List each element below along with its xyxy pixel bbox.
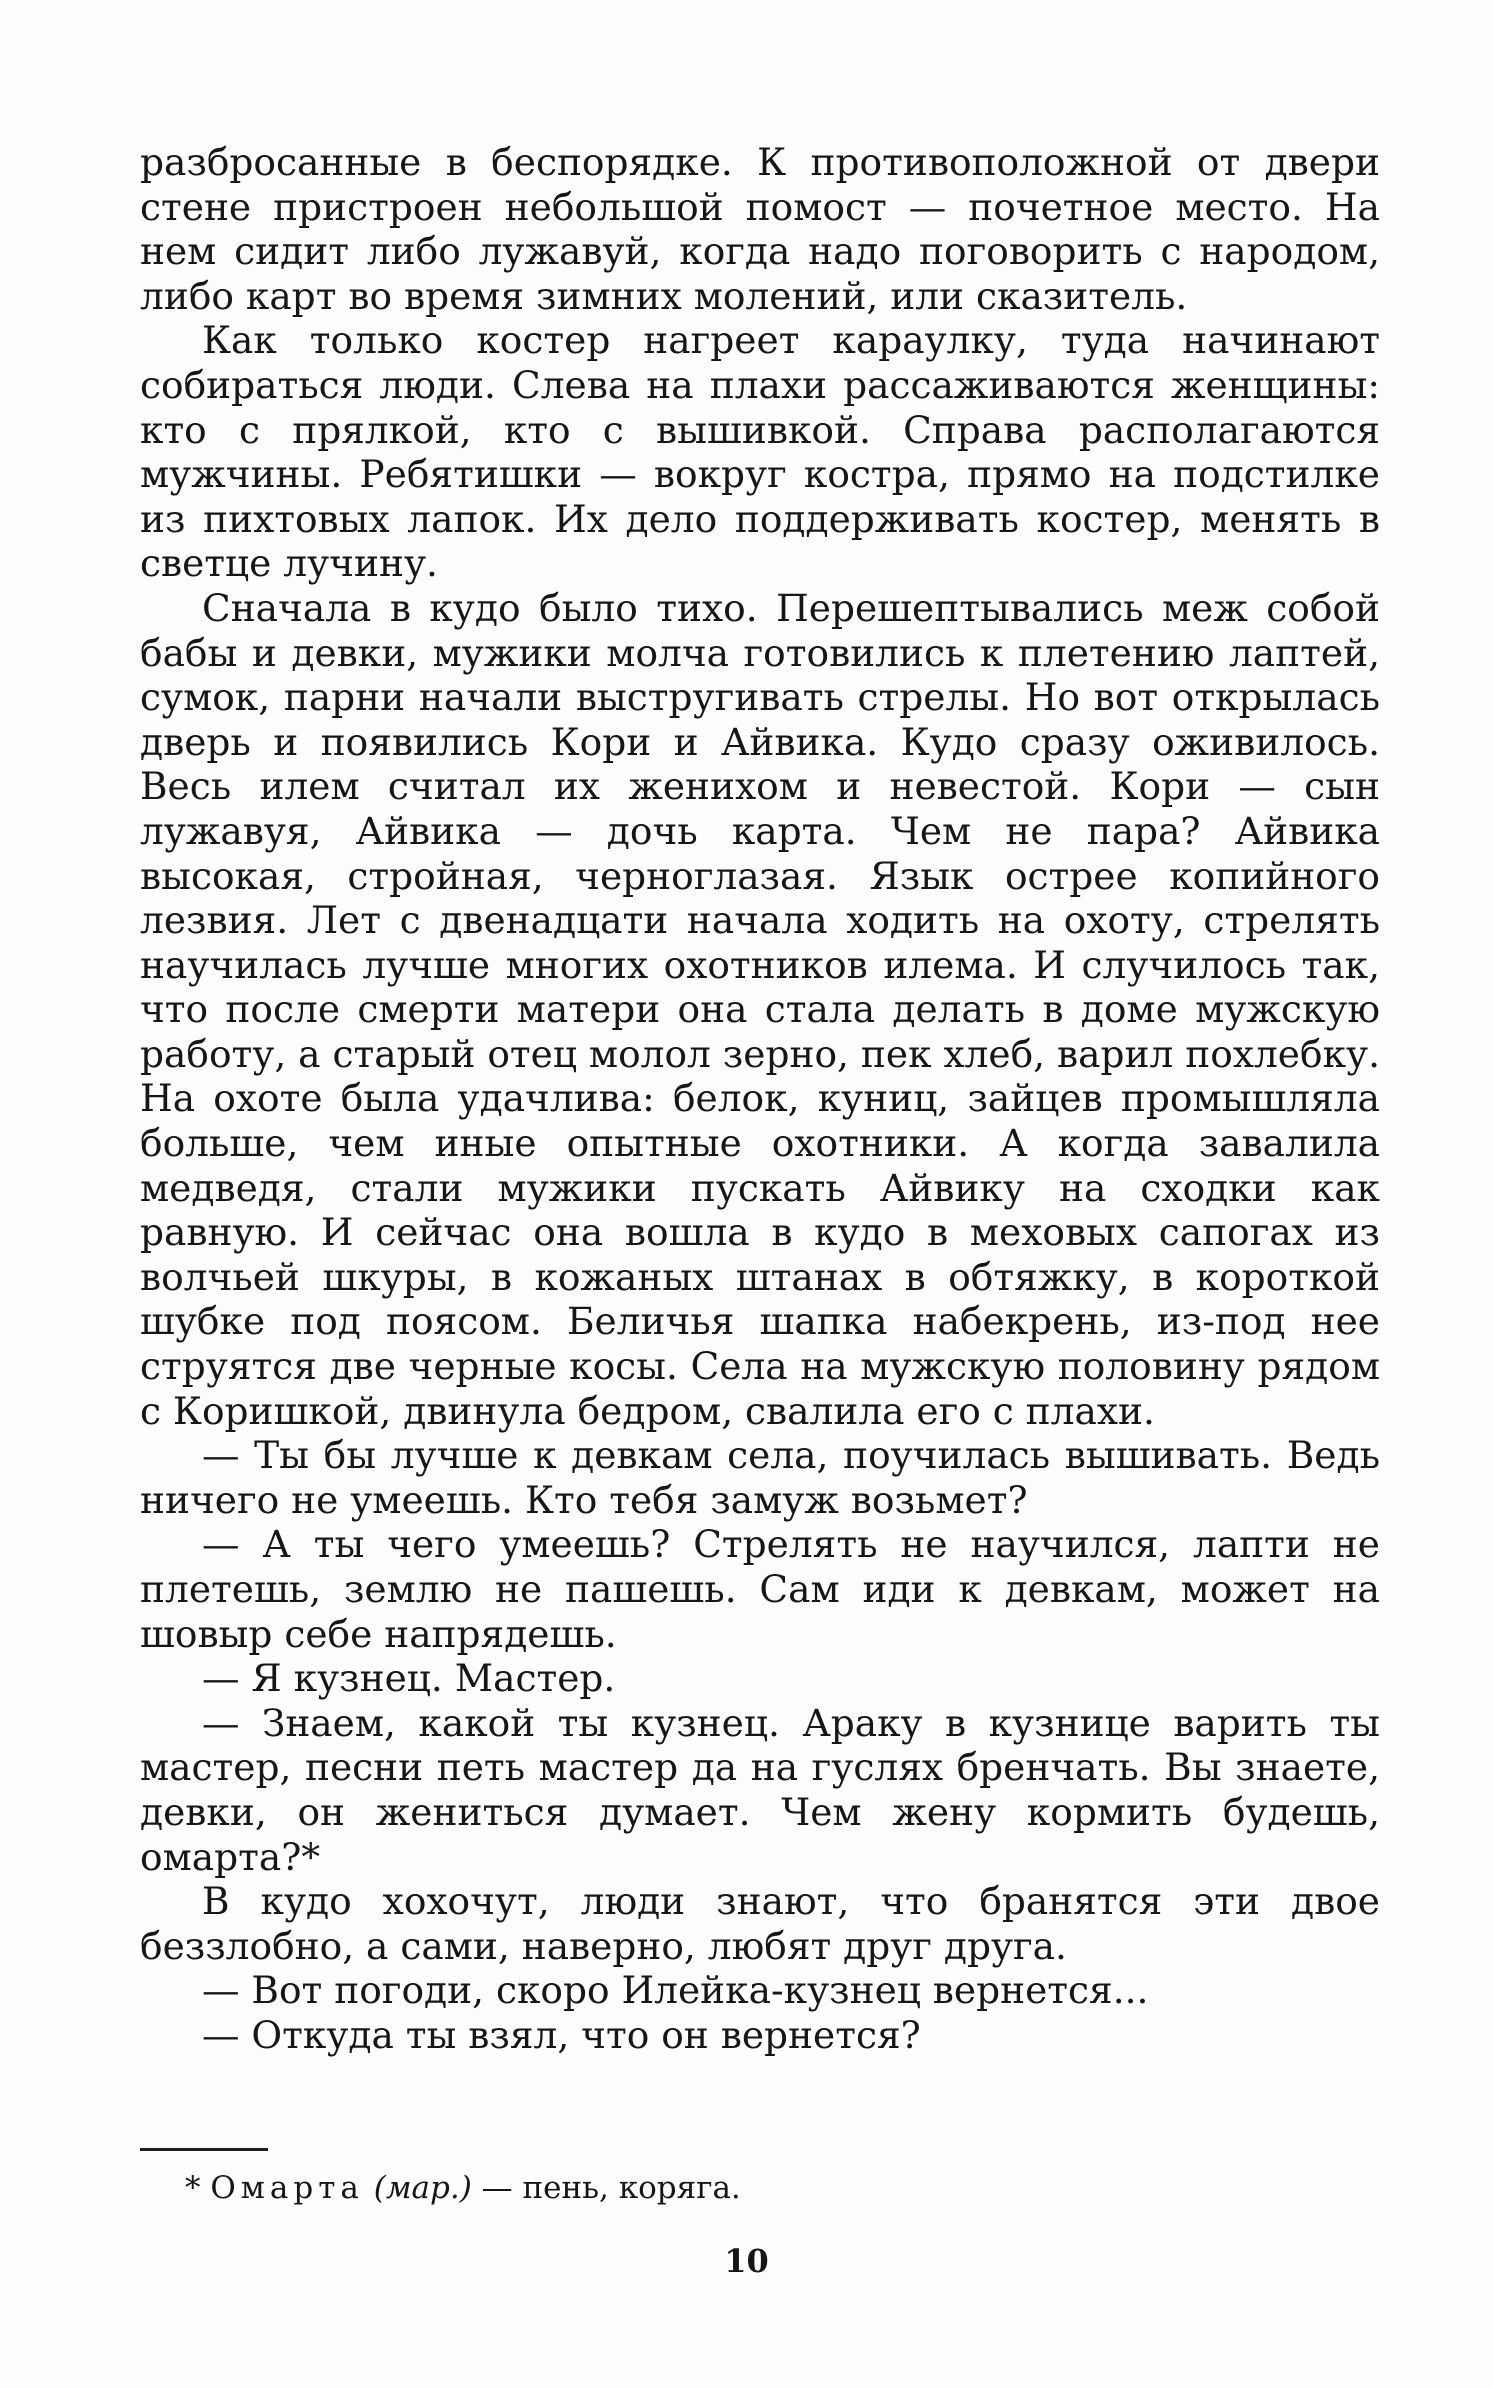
- paragraph-1: разбросанные в беспорядке. К противоположной от двери стене пристроен небольшой помост — почетное место. На нем сидит либо лужавуй, когда надо поговорить с народом, либо карт во время зимних молений, или сказитель.: [140, 140, 1380, 318]
- dialogue-line-1: — Ты бы лучше к девкам села, поучилась вышивать. Ведь ничего не умеешь. Кто тебя замуж возьмет?: [140, 1433, 1380, 1522]
- paragraph-2: Как только костер нагреет караулку, туда начинают собираться люди. Слева на плахи рассаживаются женщины: кто с прялкой, кто с вышивкой. Справа располагаются мужчины. Ребятишки — вокруг костра, прямо на подстилке из пихтовых лапок. Их дело поддерживать костер, менять в светце лучину.: [140, 318, 1380, 586]
- footnote-definition: — пень, коряга.: [481, 2170, 741, 2206]
- page-number: 10: [724, 2242, 769, 2280]
- paragraph-3: Сначала в кудо было тихо. Перешептывались меж собой бабы и девки, мужики молча готовились к плетению лаптей, сумок, парни начали выстругивать стрелы. Но вот открылась дверь и появились Кори и Айвика. Кудо сразу оживилось. Весь илем считал их женихом и невестой. Кори — сын лужавуя, Айвика — дочь карта. Чем не пара? Айвика высокая, стройная, черноглазая. Язык острее копийного лезвия. Лет с двенадцати начала ходить на охоту, стрелять научилась лучше многих охотников илема. И случилось так, что после смерти матери она стала делать в доме мужскую работу, а старый отец молол зерно, пек хлеб, варил похлебку. На охоте была удачлива: белок, куниц, зайцев промышляла больше, чем иные опытные охотники. А когда завалила медведя, стали мужики пускать Айвику на сходки как равную. И сейчас она вошла в кудо в меховых сапогах из волчьей шкуры, в кожаных штанах в обтяжку, в короткой шубке под поясом. Беличья шапка набекрень, из-под нее струятся две черные косы. Села на мужскую половину рядом с Коришкой, двинула бедром, свалила его с плахи.: [140, 585, 1380, 1433]
- footnote-source: (мар.): [373, 2170, 472, 2206]
- dialogue-line-6: — Откуда ты взял, что он вернется?: [202, 2012, 921, 2057]
- paragraph-narration: В кудо хохочут, люди знают, что бранятся эти двое беззлобно, а сами, наверно, любят друг друга.: [140, 1879, 1380, 1968]
- dialogue-line-2: — А ты чего умеешь? Стрелять не научился, лапти не плетешь, землю не пашешь. Сам иди к девкам, может на шовыр себе напрядешь.: [140, 1522, 1380, 1656]
- footnote-divider: [140, 2148, 268, 2151]
- footnote-marker: *: [185, 2170, 201, 2206]
- dialogue-line-3: — Я кузнец. Мастер.: [202, 1656, 616, 1701]
- dialogue-line-4: — Знаем, какой ты кузнец. Араку в кузнице варить ты мастер, песни петь мастер да на гуслях бренчать. Вы знаете, девки, он жениться думает. Чем жену кормить будешь, омарта?*: [140, 1700, 1380, 1879]
- footnote: [185, 2168, 741, 2208]
- footnote-term: Омарта: [210, 2170, 364, 2206]
- dialogue-line-5: — Вот погоди, скоро Илейка-кузнец вернется...: [202, 1968, 1149, 2013]
- main-text: [140, 140, 1380, 2058]
